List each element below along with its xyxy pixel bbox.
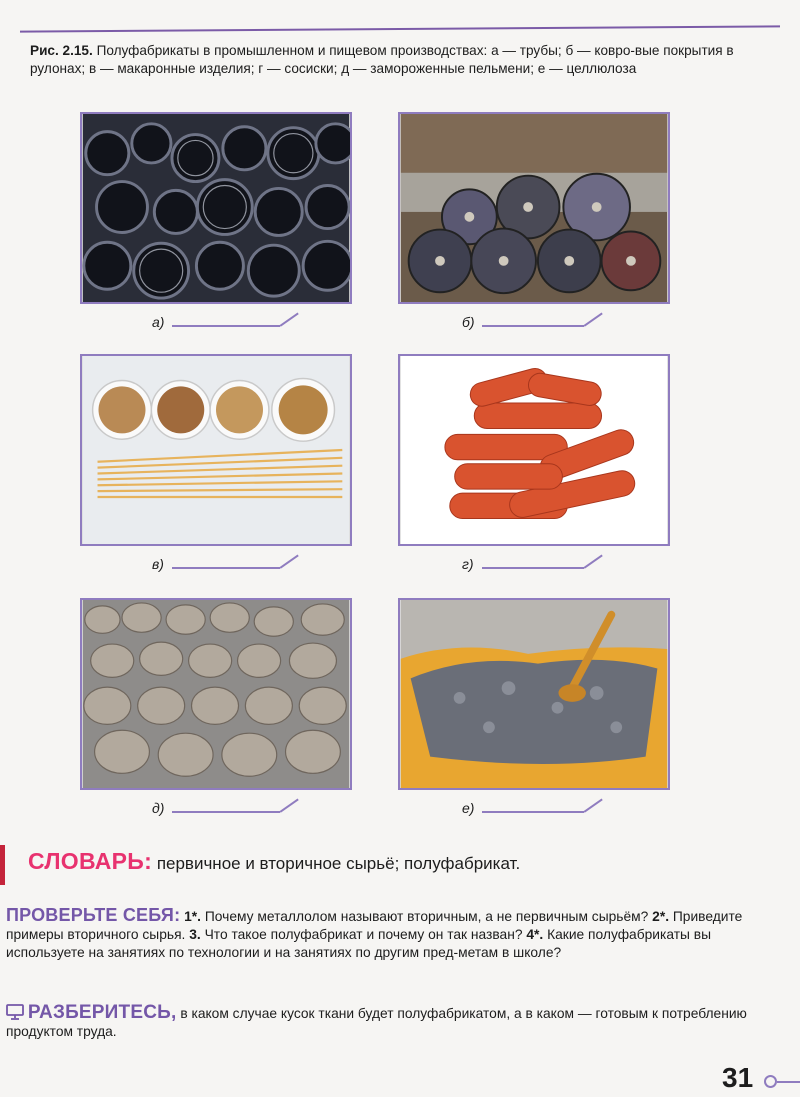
label-b: б) <box>462 314 475 330</box>
frozen-dumplings-photo <box>82 600 350 788</box>
cellulose-photo <box>400 600 668 788</box>
photo-carpet-rolls <box>398 112 670 304</box>
leader-tail-d <box>280 799 299 813</box>
top-rule <box>20 25 780 32</box>
carpet-rolls-photo <box>400 114 668 302</box>
photo-sausages <box>398 354 670 546</box>
discuss-heading: РАЗБЕРИТЕСЬ, <box>27 1002 177 1023</box>
label-d: д) <box>152 800 165 816</box>
pasta-photo <box>82 356 350 544</box>
label-a: а) <box>152 314 165 330</box>
self-check-heading: ПРОВЕРЬТЕ СЕБЯ: <box>6 905 181 925</box>
label-e: е) <box>462 800 475 816</box>
sausages-photo <box>400 356 668 544</box>
label-g: г) <box>462 556 474 572</box>
discuss-text: в каком случае кусок ткани будет полуфабрикатом, а в каком — готовым к потреблению продуктом труда. <box>6 1006 747 1039</box>
question-1-number: 1*. <box>184 909 201 924</box>
question-2-number: 2*. <box>652 909 670 924</box>
question-4-number: 4*. <box>526 927 544 942</box>
discuss-block <box>6 1004 758 1041</box>
question-2: Приведите примеры вторичного сырья. <box>6 909 743 942</box>
page-number-line <box>777 1081 800 1083</box>
question-1: Почему металлолом называют вторичным, а не первичным сырьём? <box>204 909 649 924</box>
question-4: Какие полуфабрикаты вы используете на занятиях по технологии и на занятиях по другим пред-метам в школе? <box>6 927 712 960</box>
photo-cellulose <box>398 598 670 790</box>
leader-tail-g <box>584 555 603 569</box>
page-number: 31 <box>722 1062 754 1093</box>
photo-dumplings <box>80 598 352 790</box>
vocabulary-text: первичное и вторичное сырьё; полуфабрикат. <box>156 854 521 873</box>
leader-b <box>482 325 584 327</box>
figure-caption <box>30 42 748 78</box>
leader-tail-e <box>584 799 603 813</box>
vocabulary-block <box>28 848 520 875</box>
leader-a <box>172 325 280 327</box>
leader-g <box>482 567 584 569</box>
caption-number: Рис. 2.15. <box>30 43 93 58</box>
label-v: в) <box>152 556 164 572</box>
page-number-marker <box>764 1075 777 1088</box>
computer-icon <box>6 1004 24 1020</box>
leader-v <box>172 567 280 569</box>
vocabulary-heading: СЛОВАРЬ: <box>28 848 153 874</box>
question-3: Что такое полуфабрикат и почему он так назван? <box>204 927 523 942</box>
photo-pasta <box>80 354 352 546</box>
caption-text: Полуфабрикаты в промышленном и пищевом производствах: а — трубы; б — ковро-вые покрытия в рулонах; в — макаронные изделия; г — сосиски; д — замороженные пельмени; е — целлюлоза <box>30 43 734 76</box>
leader-e <box>482 811 584 813</box>
photo-pipes <box>80 112 352 304</box>
metal-pipes-photo <box>82 114 350 302</box>
leader-tail-v <box>280 555 299 569</box>
self-check-block <box>6 906 758 962</box>
leader-d <box>172 811 280 813</box>
question-3-number: 3. <box>189 927 201 942</box>
page-edge-mark <box>0 845 5 885</box>
